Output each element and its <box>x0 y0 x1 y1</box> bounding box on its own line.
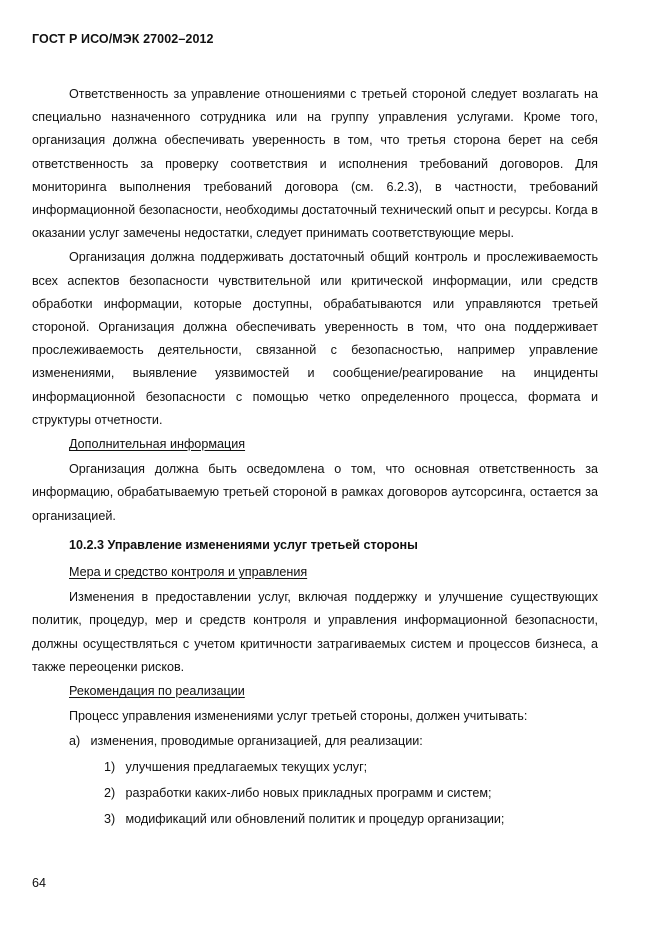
paragraph-responsibility: Ответственность за управление отношениями с третьей стороной следует возлагать на специально назначенного сотрудника или на группу управления услугами. Кроме того, организация должна обеспечивать уверенность в том, что третья сторона берет на себя ответственность за проверку соответствия и исполнения требований договоров. Для мониторинга выполнения требований договора (см. 6.2.3), в частности, требований информационной безопасности, необходимы достаточный технический опыт и ресурсы. Когда в оказании услуг замечены недостатки, следует принимать соответствующие меры. <box>32 87 598 241</box>
section-heading: 10.2.3 Управление изменениями услуг третьей стороны <box>69 537 418 552</box>
subheading-control <box>32 561 598 584</box>
list-subitem-2 <box>32 782 598 805</box>
list-subitem-3-marker: 3) <box>104 812 116 827</box>
list-subitem-2-marker: 2) <box>104 785 116 800</box>
list-item-a <box>32 730 598 753</box>
list-subitem-1-marker: 1) <box>104 759 116 774</box>
list-subitem-2-text: разработки каких-либо новых прикладных программ и систем; <box>125 785 492 800</box>
subheading-control-text: Мера и средство контроля и управления <box>69 565 308 580</box>
list-subitem-3 <box>32 808 598 831</box>
list-subitem-1-text: улучшения предлагаемых текущих услуг; <box>125 759 368 774</box>
list-item-a-marker: а) <box>69 734 81 749</box>
list-subitem-3-text: модификаций или обновлений политик и процедур организации; <box>125 812 505 827</box>
paragraph-process: Процесс управления изменениями услуг третьей стороны, должен учитывать: <box>69 709 528 724</box>
document-body <box>32 83 598 834</box>
subheading-additional-info-text: Дополнительная информация <box>69 437 246 452</box>
page-number: 64 <box>32 876 47 890</box>
document-header: ГОСТ Р ИСО/МЭК 27002–2012 <box>32 32 214 46</box>
paragraph-outsourcing: Организация должна быть осведомлена о том, что основная ответственность за информацию, обрабатываемую третьей стороной в рамках договоров аутсорсинга, остается за организацией. <box>32 462 598 523</box>
list-subitem-1 <box>32 756 598 779</box>
paragraph-traceability: Организация должна поддерживать достаточный общий контроль и прослеживаемость всех аспектов безопасности чувствительной или критической информации, или средств обработки информации, которые доступны, обрабатываются или управляются третьей стороной. Организация должна обеспечивать уверенность в том, что она поддерживает прослеживаемость деятельности, связанной с безопасностью, например управление изменениями, выявление уязвимостей и сообщение/реагирование на инциденты информационной безопасности с помощью четко определенного процесса, формата и структуры отчетности. <box>32 250 598 427</box>
subheading-additional-info <box>32 433 598 456</box>
subheading-guidance-text: Рекомендация по реализации <box>69 684 245 699</box>
subheading-guidance <box>32 680 598 703</box>
paragraph-changes: Изменения в предоставлении услуг, включая поддержку и улучшение существующих политик, процедур, мер и средств контроля и управления информационной безопасности, должны осуществляться с учетом критичности затрагиваемых систем и процессов бизнеса, а также переоценки рисков. <box>32 590 598 674</box>
list-item-a-text: изменения, проводимые организацией, для реализации: <box>90 734 423 749</box>
